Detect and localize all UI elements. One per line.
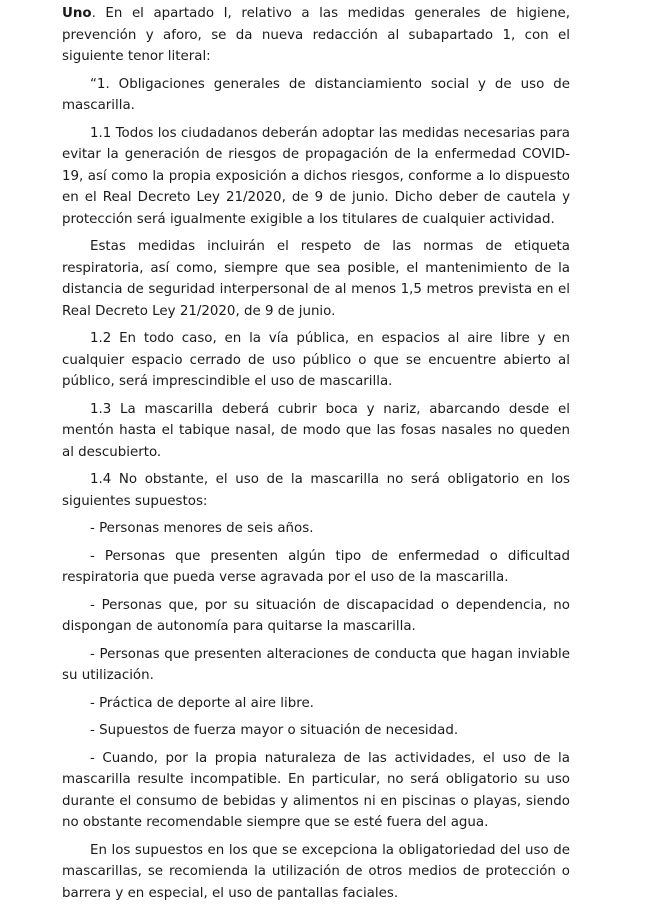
exception-item: - Personas que presenten algún tipo de enfermedad o dificultad respiratoria que pueda verse agravada por el uso de la mascarilla.: [62, 546, 570, 589]
paragraph-1-1-b: Estas medidas incluirán el respeto de las normas de etiqueta respiratoria, así como, siempre que sea posible, el mantenimiento de la distancia de seguridad interpersonal de al menos 1,5 metros prevista en el Real Decreto Ley 21/2020, de 9 de junio.: [62, 236, 570, 322]
closing-paragraph: En los supuestos en los que se excepciona la obligatoriedad del uso de mascarillas, se recomienda la utilización de otros medios de protección o barrera y en especial, el uso de pantallas faciales.: [62, 840, 570, 904]
paragraph-1-3: 1.3 La mascarilla deberá cubrir boca y nariz, abarcando desde el mentón hasta el tabique nasal, de modo que las fosas nasales no queden al descubierto.: [62, 399, 570, 464]
exception-item: - Personas que, por su situación de discapacidad o dependencia, no dispongan de autonomía para quitarse la mascarilla.: [62, 595, 570, 638]
exception-item: - Práctica de deporte al aire libre.: [62, 693, 570, 715]
exception-item: - Personas menores de seis años.: [62, 518, 570, 540]
intro-lead: Uno: [62, 6, 92, 21]
paragraph-1-2: 1.2 En todo caso, en la vía pública, en espacios al aire libre y en cualquier espacio cerrado de uso público o que se encuentre abierto al público, será imprescindible el uso de mascarilla.: [62, 328, 570, 393]
exception-item: - Cuando, por la propia naturaleza de las actividades, el uso de la mascarilla resulte incompatible. En particular, no será obligatorio su uso durante el consumo de bebidas y alimentos ni en piscinas o playas, siendo no obstante recomendable siempre que se esté fuera del agua.: [62, 748, 570, 834]
exception-item: - Personas que presenten alteraciones de conducta que hagan inviable su utilización.: [62, 644, 570, 687]
intro-paragraph: [62, 3, 570, 68]
paragraph-1-1: 1.1 Todos los ciudadanos deberán adoptar las medidas necesarias para evitar la generación de riesgos de propagación de la enfermedad COVID-19, así como la propia exposición a dichos riesgos, conforme a lo dispuesto en el Real Decreto Ley 21/2020, de 9 de junio. Dicho deber de cautela y protección será igualmente exigible a los titulares de cualquier actividad.: [62, 123, 570, 231]
exception-item: - Supuestos de fuerza mayor o situación de necesidad.: [62, 720, 570, 742]
section-heading: “1. Obligaciones generales de distanciamiento social y de uso de mascarilla.: [62, 74, 570, 117]
paragraph-1-4: 1.4 No obstante, el uso de la mascarilla no será obligatorio en los siguientes supuestos:: [62, 469, 570, 512]
intro-text: . En el apartado I, relativo a las medidas generales de higiene, prevención y aforo, se da nueva redacción al subapartado 1, con el siguiente tenor literal:: [62, 6, 570, 64]
